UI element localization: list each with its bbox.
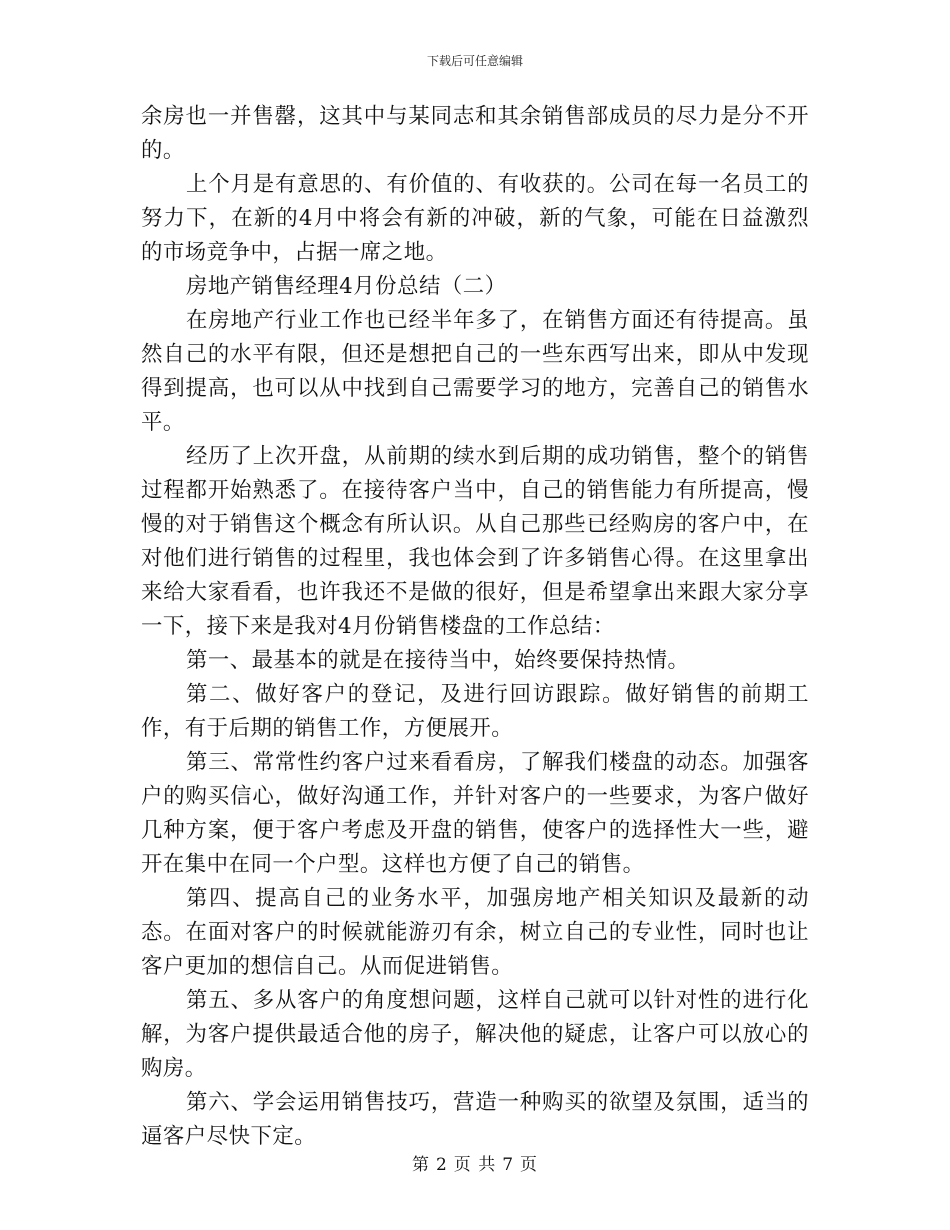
page-header <box>0 53 950 69</box>
list-item: 第三、常常性约客户过来看看房，了解我们楼盘的动态。加强客户的购买信心，做好沟通工作，并针对客户的一些要求，为客户做好几种方案，便于客户考虑及开盘的销售，使客户的选择性大一些，避开在集中在同一个户型。这样也方便了自己的销售。 <box>141 750 809 877</box>
list-item: 第六、学会运用销售技巧，营造一种购买的欲望及氛围，适当的逼客户尽快下定。 <box>141 1090 809 1149</box>
list-item: 第二、做好客户的登记，及进行回访跟踪。做好销售的前期工作，有于后期的销售工作，方便展开。 <box>141 682 809 741</box>
footer-prefix: 第 <box>411 1155 430 1175</box>
footer-middle: 页 共 <box>453 1155 497 1175</box>
list-item: 第四、提高自己的业务水平，加强房地产相关知识及最新的动态。在面对客户的时候就能游刃有余，树立自己的专业性，同时也让客户更加的想信自己。从而促进销售。 <box>141 886 809 979</box>
current-page-number: 2 <box>435 1155 448 1175</box>
paragraph: 在房地产行业工作也已经半年多了，在销售方面还有待提高。虽然自己的水平有限，但还是想把自己的一些东西写出来，即从中发现得到提高，也可以从中找到自己需要学习的地方，完善自己的销售水平。 <box>141 308 809 435</box>
list-item: 第一、最基本的就是在接待当中，始终要保持热情。 <box>185 648 690 673</box>
header-text: 下载后可任意编辑 <box>426 54 523 68</box>
footer-suffix: 页 <box>520 1155 539 1175</box>
page-footer <box>0 1154 950 1176</box>
section-heading: 房地产销售经理4月份总结（二） <box>185 274 507 299</box>
total-pages-number: 7 <box>502 1155 515 1175</box>
list-item: 第五、多从客户的角度想问题，这样自己就可以针对性的进行化解，为客户提供最适合他的房子，解决他的疑虑，让客户可以放心的购房。 <box>141 988 809 1081</box>
document-body <box>141 100 809 1154</box>
paragraph: 经历了上次开盘，从前期的续水到后期的成功销售，整个的销售过程都开始熟悉了。在接待客户当中，自己的销售能力有所提高，慢慢的对于销售这个概念有所认识。从自己那些已经购房的客户中，在对他们进行销售的过程里，我也体会到了许多销售心得。在这里拿出来给大家看看，也许我还不是做的很好，但是希望拿出来跟大家分享一下，接下来是我对4月份销售楼盘的工作总结： <box>141 444 809 639</box>
paragraph: 余房也一并售罄，这其中与某同志和其余销售部成员的尽力是分不开的。 <box>141 104 809 163</box>
paragraph: 上个月是有意思的、有价值的、有收获的。公司在每一名员工的努力下，在新的4月中将会有新的冲破，新的气象，可能在日益激烈的市场竞争中，占据一席之地。 <box>141 172 809 265</box>
